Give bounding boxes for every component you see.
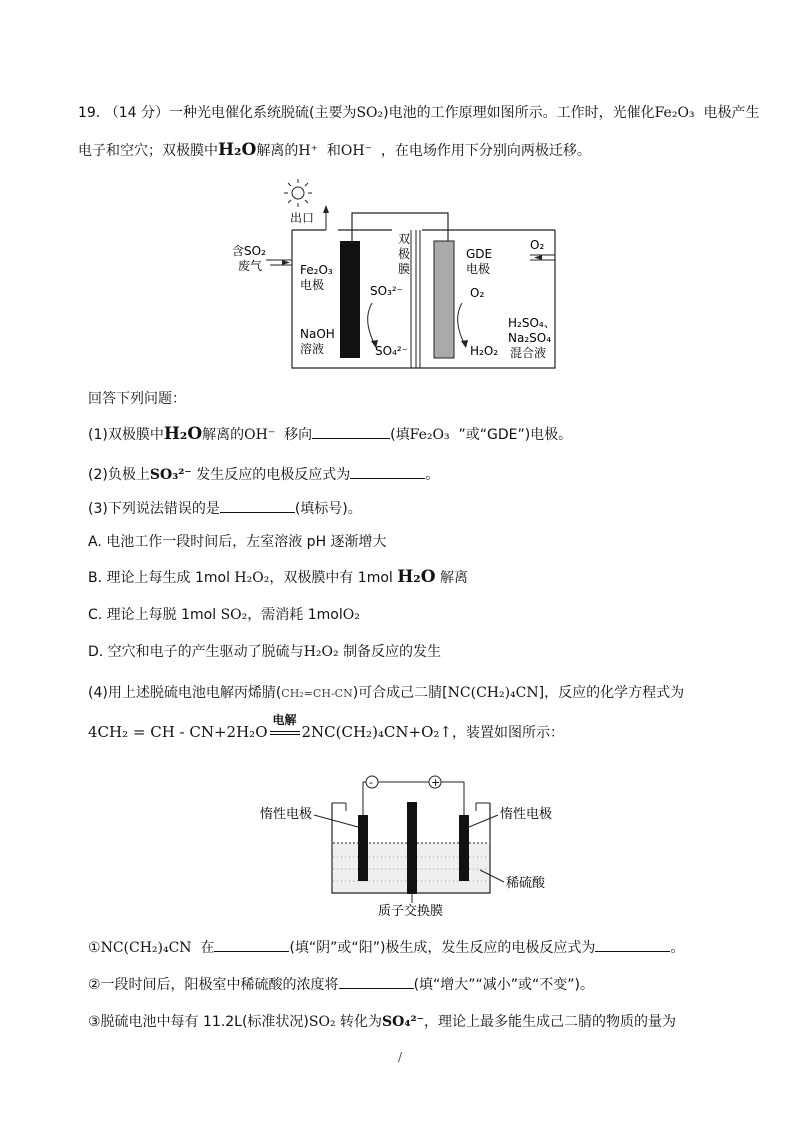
option-b-text-c: 解离	[440, 570, 469, 586]
proton-exchange-membrane	[407, 802, 417, 894]
sun-icon	[284, 179, 312, 207]
cathode-electrode	[358, 815, 368, 881]
bipolar-membrane	[411, 230, 420, 368]
q3-text-a: (3)下列说法错误的是	[88, 501, 220, 517]
q4-text-c: ]，反应的化学方程式为	[538, 685, 685, 701]
equation-tail: ，装置如图所示：	[451, 725, 564, 741]
sub2-line	[88, 974, 594, 995]
option-c-so2: SO₂	[220, 607, 248, 623]
membrane-label: 质子交换膜	[378, 904, 444, 919]
membrane-label-1: 双	[398, 232, 411, 246]
answer-prompt: 回答下列问题：	[88, 391, 186, 407]
gas-in-label-1: 含SO₂	[232, 244, 266, 258]
sub2-text-b: (填“增大”“减小”或“不变”)。	[413, 977, 595, 993]
q3-answer-blank[interactable]	[220, 498, 295, 513]
cell-diagram	[230, 175, 570, 375]
minus-sign: -	[369, 776, 373, 789]
option-d	[88, 642, 441, 662]
equation-right: 2NC(CH₂)₄CN+O₂↑	[301, 723, 452, 741]
anode-electrode	[459, 815, 469, 881]
q1-text-d: (填	[390, 427, 410, 443]
option-b	[88, 567, 468, 588]
naoh-label-2: 溶液	[300, 342, 325, 356]
acid-label-1: H₂SO₄、	[508, 316, 556, 330]
sub1-line	[88, 937, 684, 958]
sub1-text-a: ①	[88, 940, 101, 956]
naoh-label-1: NaOH	[300, 327, 335, 341]
q2-text-b: 发生反应的电极反应式为	[196, 467, 351, 483]
q4-equation	[88, 713, 564, 743]
intro-text-d: 电子和空穴；双极膜中	[78, 143, 218, 159]
q1-h2o: H₂O	[163, 424, 203, 444]
o2-in-label: O₂	[530, 238, 545, 252]
fe2o3-formula: Fe₂O₃	[654, 105, 695, 121]
q1-text-e: ”或“GDE”)电极。	[458, 427, 573, 443]
oh-minus-formula: OH⁻	[340, 143, 372, 159]
q2-text-a: (2)负极上	[88, 467, 150, 483]
option-b-text-b: ，双极膜中有 1mol	[269, 570, 393, 586]
outlet-label: 出口	[290, 211, 315, 225]
option-c-text-a: C. 理论上每脱 1mol	[88, 607, 217, 623]
option-d-text-b: 制备反应的发生	[343, 644, 442, 660]
h2o-formula: H₂O	[218, 140, 257, 160]
question-intro-line2	[78, 140, 591, 161]
o2-label: O₂	[470, 286, 485, 300]
q2-so3: SO₃²⁻	[149, 467, 192, 483]
intro-text-e: 解离的	[256, 143, 299, 159]
q2-answer-blank[interactable]	[350, 464, 425, 479]
sub2-blank[interactable]	[339, 974, 414, 989]
fe-electrode-label-2: 电极	[300, 278, 325, 292]
so3-label: SO₃²⁻	[370, 284, 404, 298]
sub3-so4: SO₄²⁻	[382, 1014, 425, 1030]
sub3-text-a: ③脱硫电池中每有 11.2L(标准状况)	[88, 1014, 309, 1030]
so2-formula: SO₂	[356, 105, 384, 121]
equation-condition: 电解	[272, 713, 297, 727]
fe2o3-electrode	[340, 241, 360, 358]
intro-text-c: 电极产生	[703, 105, 760, 121]
membrane-label-3: 膜	[398, 262, 411, 276]
intro-text-f: 和	[326, 143, 341, 159]
sub1-blank-2[interactable]	[595, 937, 670, 952]
q1-text-a: (1)双极膜中	[88, 427, 164, 443]
sub1-blank-1[interactable]	[214, 937, 289, 952]
sub1-text-c: (填“阴”或“阳”)极生成，发生反应的电极反应式为	[289, 940, 596, 956]
option-c-o2: O₂	[342, 607, 360, 623]
gde-label-1: GDE	[466, 247, 493, 261]
so4-label: SO₄²⁻	[375, 344, 409, 358]
q4-text-b: )可合成己二腈[	[352, 685, 448, 701]
q1-line	[88, 424, 572, 445]
gde-label-2: 电极	[466, 262, 491, 276]
q4-text-a: (4)用上述脱硫电池电解丙烯腈(	[88, 685, 282, 701]
question-score: （14 分）	[104, 105, 169, 121]
sub3-so2: SO₂	[308, 1014, 336, 1030]
sub3-text-c: ，理论上最多能生成己二腈的物质的量为	[424, 1014, 677, 1030]
option-c-text-b: ，需消耗 1mol	[247, 607, 343, 623]
acid-label-2: Na₂SO₄	[508, 331, 552, 345]
q1-text-b: 解离的	[202, 427, 245, 443]
option-a: A. 电池工作一段时间后，左室溶液 pH 逐渐增大	[88, 534, 387, 550]
membrane-label-2: 极	[398, 247, 411, 261]
fe-electrode-label-1: Fe₂O₃	[300, 263, 333, 277]
option-b-h2o2: H₂O₂	[234, 570, 270, 586]
sub2-text-a: ②一段时间后，阳极室中稀硫酸的浓度将	[88, 977, 339, 993]
h-plus-formula: H⁺	[298, 143, 318, 159]
option-b-h2o: H₂O	[397, 567, 436, 587]
sub3-text-b: 转化为	[340, 1014, 383, 1030]
q3-text-b: (填标号)。	[294, 501, 362, 517]
intro-text-a: 一种光电催化系统脱硫(主要为	[168, 105, 357, 121]
q1-oh: OH⁻	[244, 427, 276, 443]
acid-label: 稀硫酸	[506, 876, 546, 891]
q4-ch2chcn: CH₂=CH-CN	[281, 687, 353, 700]
sub1-text-b: 在	[200, 940, 215, 956]
q4-line	[88, 683, 684, 704]
left-electrode-label: 惰性电极	[260, 807, 313, 822]
right-electrode-label: 惰性电极	[500, 807, 553, 822]
option-d-text-a: D. 空穴和电子的产生驱动了脱硫与	[88, 644, 304, 660]
q3-line	[88, 498, 362, 519]
option-c	[88, 605, 360, 625]
question-intro-line1	[78, 103, 759, 123]
q1-answer-blank[interactable]	[312, 424, 390, 439]
sub1-text-d: 。	[670, 940, 685, 956]
equation-left: 4CH₂ = CH - CN+2H₂O	[88, 723, 268, 741]
intro-text-b: )电池的工作原理如图所示。工作时，光催化	[383, 105, 655, 121]
sub3-line	[88, 1012, 676, 1032]
q1-text-c: 移向	[284, 427, 313, 443]
intro-text-g: ，在电场作用下分别向两极迁移。	[380, 143, 591, 159]
plus-sign: +	[431, 776, 441, 789]
page-number: /	[398, 1050, 403, 1064]
h2o2-label: H₂O₂	[470, 344, 499, 358]
acid-label-3: 混合液	[510, 346, 547, 360]
q1-fe2o3: Fe₂O₃	[409, 427, 450, 443]
q2-text-c: 。	[425, 467, 440, 483]
sub1-adiponitrile: NC(CH₂)₄CN	[100, 940, 192, 956]
gas-in-label-2: 废气	[238, 259, 263, 273]
question-number: 19.	[78, 105, 101, 121]
q4-adiponitrile: NC(CH₂)₄CN	[447, 685, 539, 701]
gde-electrode	[434, 241, 454, 358]
option-b-text-a: B. 理论上每生成 1mol	[88, 570, 230, 586]
option-d-h2o2: H₂O₂	[303, 644, 339, 660]
q2-line	[88, 464, 439, 485]
electrolysis-diagram	[260, 765, 580, 925]
